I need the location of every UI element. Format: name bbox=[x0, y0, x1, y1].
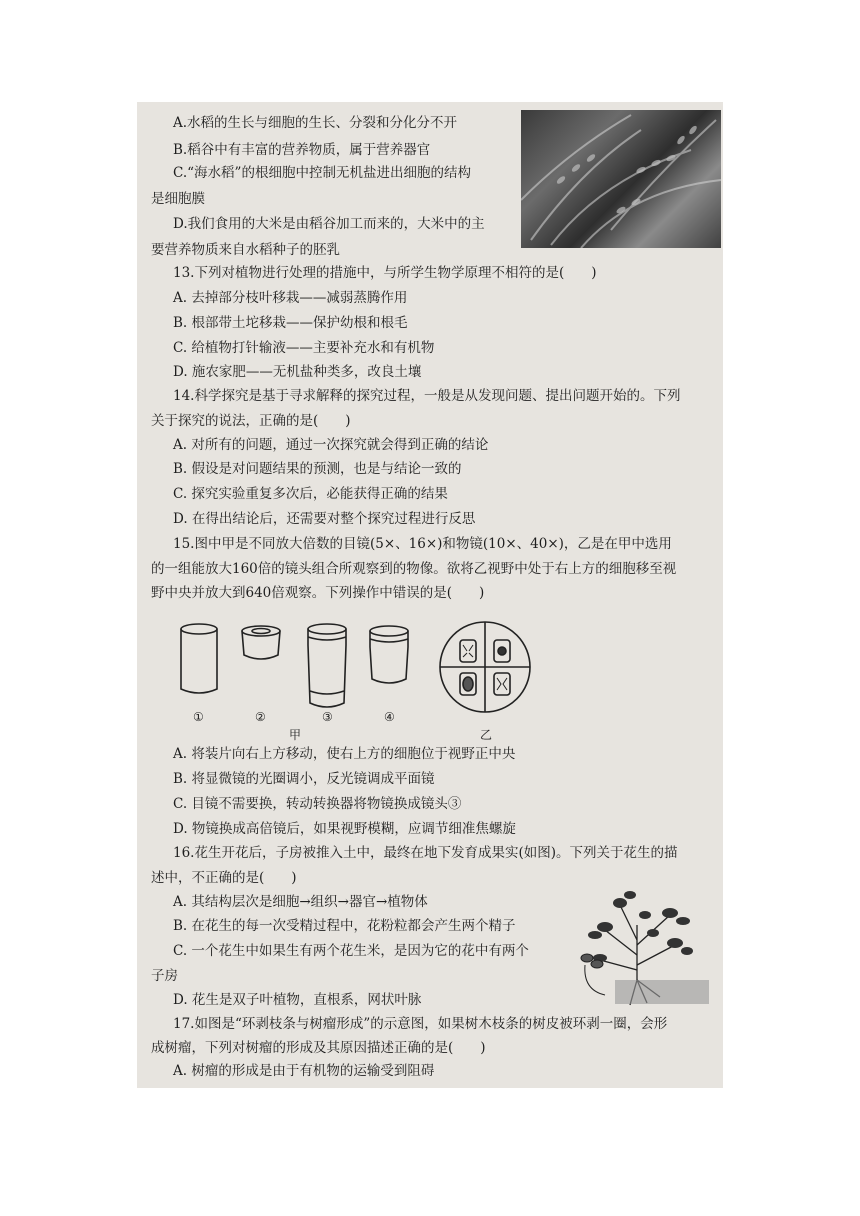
text-line-9: B. 根部带土坨移栽——保护幼根和根毛 bbox=[173, 315, 408, 331]
lens-label-2: ② bbox=[255, 710, 266, 724]
lens-label-4: ④ bbox=[384, 710, 395, 724]
text-line-30: 子房 bbox=[151, 968, 178, 984]
text-line-23: C. 目镜不需要换，转动转换器将物镜换成镜头③ bbox=[173, 796, 462, 812]
rice-photo bbox=[521, 110, 721, 248]
text-line-8: A. 去掉部分枝叶移栽——减弱蒸腾作用 bbox=[173, 290, 408, 306]
text-line-2: B.稻谷中有丰富的营养物质，属于营养器官 bbox=[173, 142, 431, 158]
microscope-lens-figure bbox=[167, 617, 567, 757]
text-line-10: C. 给植物打针输液——主要补充水和有机物 bbox=[173, 340, 435, 356]
text-line-14: A. 对所有的问题，通过一次探究就会得到正确的结论 bbox=[173, 437, 489, 453]
text-line-17: D. 在得出结论后，还需要对整个探究过程进行反思 bbox=[173, 511, 476, 527]
text-line-32: 17.如图是“环剥枝条与树瘤形成”的示意图，如果树木枝条的树皮被环剥一圈，会形 bbox=[173, 1016, 668, 1032]
text-line-3: C.“海水稻”的根细胞中控制无机盐进出细胞的结构 bbox=[173, 165, 471, 181]
text-line-19: 的一组能放大160倍的镜头组合所观察到的物像。欲将乙视野中处于右上方的细胞移至视 bbox=[151, 561, 677, 577]
text-line-24: D. 物镜换成高倍镜后，如果视野模糊，应调节细准焦螺旋 bbox=[173, 821, 516, 837]
text-line-31: D. 花生是双子叶植物，直根系，网状叶脉 bbox=[173, 992, 422, 1008]
text-line-4: 是细胞膜 bbox=[151, 191, 205, 207]
text-line-25: 16.花生开花后，子房被推入土中，最终在地下发育成果实(如图)。下列关于花生的描 bbox=[173, 845, 678, 861]
text-line-7: 13.下列对植物进行处理的措施中，与所学生物学原理不相符的是( ) bbox=[173, 265, 597, 281]
text-line-22: B. 将显微镜的光圈调小，反光镜调成平面镜 bbox=[173, 771, 435, 787]
exam-page bbox=[137, 102, 723, 1088]
text-line-29: C. 一个花生中如果生有两个花生米，是因为它的花中有两个 bbox=[173, 943, 529, 959]
text-line-33: 成树瘤，下列对树瘤的形成及其原因描述正确的是( ) bbox=[151, 1040, 486, 1056]
group-label-a: 甲 bbox=[289, 728, 302, 742]
lens-label-3: ③ bbox=[322, 710, 333, 724]
peanut-plant-figure bbox=[575, 885, 711, 1009]
text-line-6: 要营养物质来自水稻种子的胚乳 bbox=[151, 242, 340, 258]
text-line-5: D.我们食用的大米是由稻谷加工而来的，大米中的主 bbox=[173, 216, 485, 232]
text-line-16: C. 探究实验重复多次后，必能获得正确的结果 bbox=[173, 486, 448, 502]
text-line-18: 15.图中甲是不同放大倍数的目镜(5×、16×)和物镜(10×、40×)，乙是在甲中选用 bbox=[173, 536, 672, 552]
text-line-15: B. 假设是对问题结果的预测，也是与结论一致的 bbox=[173, 461, 462, 477]
text-line-11: D. 施农家肥——无机盐种类多，改良土壤 bbox=[173, 364, 422, 380]
text-line-21: A. 将装片向右上方移动，使右上方的细胞位于视野正中央 bbox=[173, 746, 516, 762]
text-line-13: 关于探究的说法，正确的是( ) bbox=[151, 413, 351, 429]
text-line-12: 14.科学探究是基于寻求解释的探究过程，一般是从发现问题、提出问题开始的。下列 bbox=[173, 388, 681, 404]
text-line-26: 述中，不正确的是( ) bbox=[151, 870, 297, 886]
lens-label-1: ① bbox=[193, 710, 204, 724]
text-line-20: 野中央并放大到640倍观察。下列操作中错误的是( ) bbox=[151, 585, 485, 601]
text-line-28: B. 在花生的每一次受精过程中，花粉粒都会产生两个精子 bbox=[173, 918, 516, 934]
text-line-1: A.水稻的生长与细胞的生长、分裂和分化分不开 bbox=[173, 115, 458, 131]
text-line-27: A. 其结构层次是细胞→组织→器官→植物体 bbox=[173, 894, 428, 910]
group-label-b: 乙 bbox=[480, 728, 493, 742]
text-line-34: A. 树瘤的形成是由于有机物的运输受到阻碍 bbox=[173, 1063, 435, 1079]
